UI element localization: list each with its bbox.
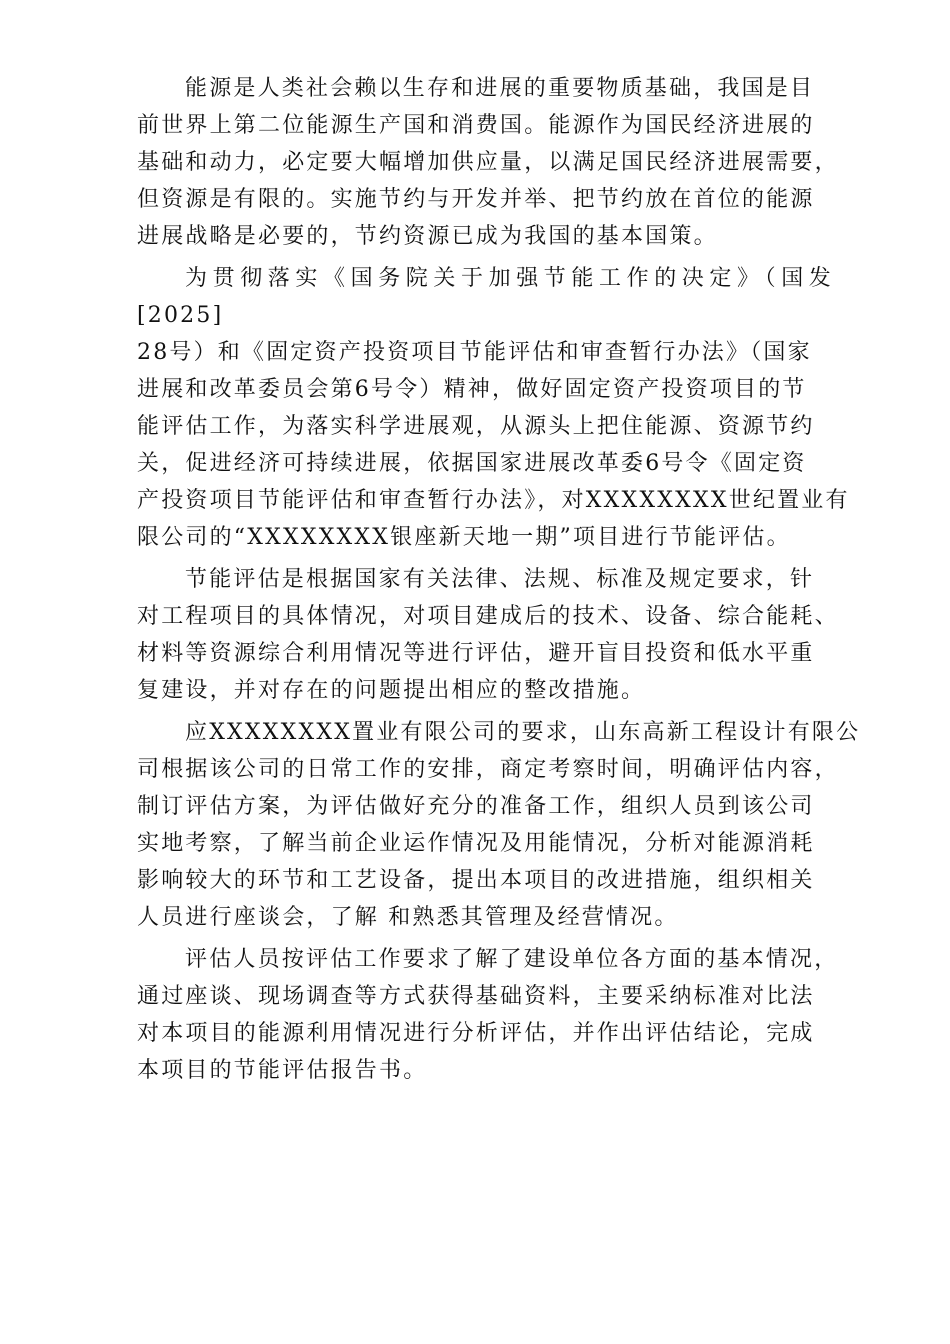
text-line: 制订评估方案，为评估做好充分的准备工作，组织人员到该公司 (137, 794, 815, 819)
text-line: 进展战略是必要的，节约资源已成为我国的基本国策。 (137, 224, 718, 249)
text-line: 复建设，并对存在的问题提出相应的整改措施。 (137, 678, 646, 703)
text-line: 司根据该公司的日常工作的安排，商定考察时间，明确评估内容， (137, 757, 839, 782)
paragraph-energy-basis (137, 70, 839, 255)
text-line: 实地考察，了解当前企业运作情况及用能情况，分析对能源消耗 (137, 831, 815, 856)
document-body (137, 70, 861, 1094)
paragraph-assessment-process (137, 714, 861, 936)
text-line: 基础和动力，必定要大幅增加供应量，以满足国民经济进展需要， (137, 150, 839, 175)
text-line: 通过座谈、现场调查等方式获得基础资料，主要采纳标准对比法 (137, 984, 815, 1009)
text-line: 材料等资源综合利用情况等进行评估，避开盲目投资和低水平重 (137, 641, 815, 666)
text-line: [2025] (137, 303, 224, 328)
paragraph-assessment-definition (137, 561, 839, 709)
text-line: 28号）和《固定资产投资项目节能评估和审查暂行办法》（国家 (137, 340, 812, 365)
text-line: 对工程项目的具体情况，对项目建成后的技术、设备、综合能耗、 (137, 604, 839, 629)
text-line: 人员进行座谈会，了解 和熟悉其管理及经营情况。 (137, 905, 679, 930)
text-line: 应XXXXXXXX置业有限公司的要求，山东高新工程设计有限公 (185, 720, 861, 745)
text-line: 对本项目的能源利用情况进行分析评估，并作出评估结论，完成 (137, 1021, 815, 1046)
text-line: 能评估工作，为落实科学进展观，从源头上把住能源、资源节约 (137, 414, 815, 439)
paragraph-assessment-method (137, 941, 839, 1089)
text-line: 影响较大的环节和工艺设备，提出本项目的改进措施，组织相关 (137, 868, 815, 893)
text-line: 能源是人类社会赖以生存和进展的重要物质基础，我国是目 (185, 76, 815, 101)
paragraph-policy-basis (137, 260, 850, 556)
text-line: 节能评估是根据国家有关法律、法规、标准及规定要求，针 (185, 567, 815, 592)
text-line: 进展和改革委员会第6号令）精神，做好固定资产投资项目的节 (137, 377, 807, 402)
text-line: 评估人员按评估工作要求了解了建设单位各方面的基本情况， (185, 947, 839, 972)
text-line: 产投资项目节能评估和审查暂行办法》，对XXXXXXXX世纪置业有 (137, 488, 850, 513)
text-line: 但资源是有限的。实施节约与开发并举、把节约放在首位的能源 (137, 187, 815, 212)
text-line: 前世界上第二位能源生产国和消费国。能源作为国民经济进展的 (137, 113, 815, 138)
text-line: 为贯彻落实《国务院关于加强节能工作的决定》（国发 (185, 266, 837, 291)
text-line: 关，促进经济可持续进展，依据国家进展改革委6号令《固定资 (137, 451, 807, 476)
text-line: 本项目的节能评估报告书。 (137, 1058, 428, 1083)
text-line: 限公司的“XXXXXXXX银座新天地一期”项目进行节能评估。 (137, 525, 791, 550)
